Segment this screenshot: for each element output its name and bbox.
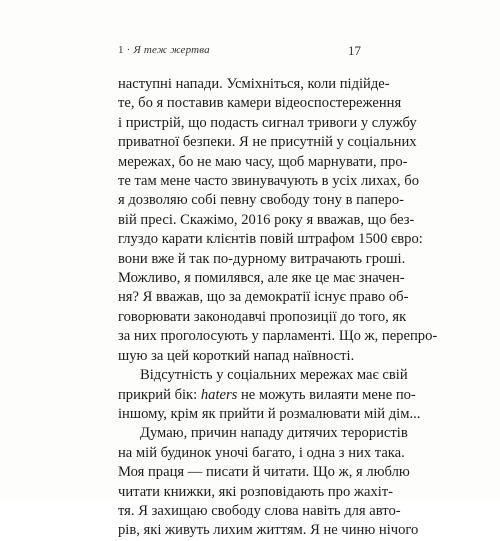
text-line: те, бо я поставив камери відеоспостереження [118,95,402,112]
text-line: шую за цей короткий напад наївності. [118,347,355,364]
page-number: 17 [348,43,361,58]
text-line: іншому, крім як прийти й розмалювати мій дім... [118,405,421,422]
running-head [118,44,210,56]
text-line: говорювати законодавчі пропозиції до того, як [118,308,407,325]
text-line: читати книжки, які розповідають про жахіт- [118,483,394,500]
header-separator: · [126,44,131,56]
text-line: приватної безпеки. Я не присутній у соціальних [118,134,417,151]
text-line: за них проголосують у парламенті. Що ж, перепро- [118,328,438,345]
text-line: і пристрій, що подасть сигнал тривоги у службу [118,114,417,131]
text-line [118,386,416,405]
text-line: глуздо карати клієнтів повій штрафом 1500 євро: [118,231,423,248]
text-line: я дозволяю собі певну свободу тону в паперо- [118,192,404,209]
text-line: те там мене часто звинувачують в усіх лихах, бо [118,173,419,190]
text-line: ня? Я вважав, що за демократії існує право об- [118,289,409,306]
text-line: Думаю, причин нападу дитячих терористів [140,425,408,442]
text-line: Можливо, я помилявся, але яке це має значен- [118,270,405,287]
emphasis-text: haters [200,386,238,403]
text-line: Моя праця — писати й читати. Що ж, я люблю [118,464,410,481]
text-line: тя. Я захищаю свободу слова навіть для авто- [118,502,401,519]
text-fragment: не можуть вилаяти мене по- [237,386,416,403]
text-line: вій пресі. Скажімо, 2016 року я вважав, що без- [118,211,415,228]
text-line: мережах, бо не маю часу, щоб марнувати, про- [118,153,408,170]
text-line: рів, які живуть лихим життям. Я не чиню нічого [118,522,419,539]
body-text [118,75,438,541]
text-line: наступні напади. Усміхніться, коли підійде- [118,76,390,92]
chapter-title: Я теж жертва [133,44,210,56]
text-line: Відсутність у соціальних мережах має свій [140,367,408,384]
text-line: на мій будинок уночі багато, і одна з них така. [118,444,405,461]
text-line: вони вже й так по-дурному витрачають гроші. [118,250,406,267]
chapter-number: 1 [118,44,124,56]
text-fragment: прикрий бік: [118,386,201,403]
